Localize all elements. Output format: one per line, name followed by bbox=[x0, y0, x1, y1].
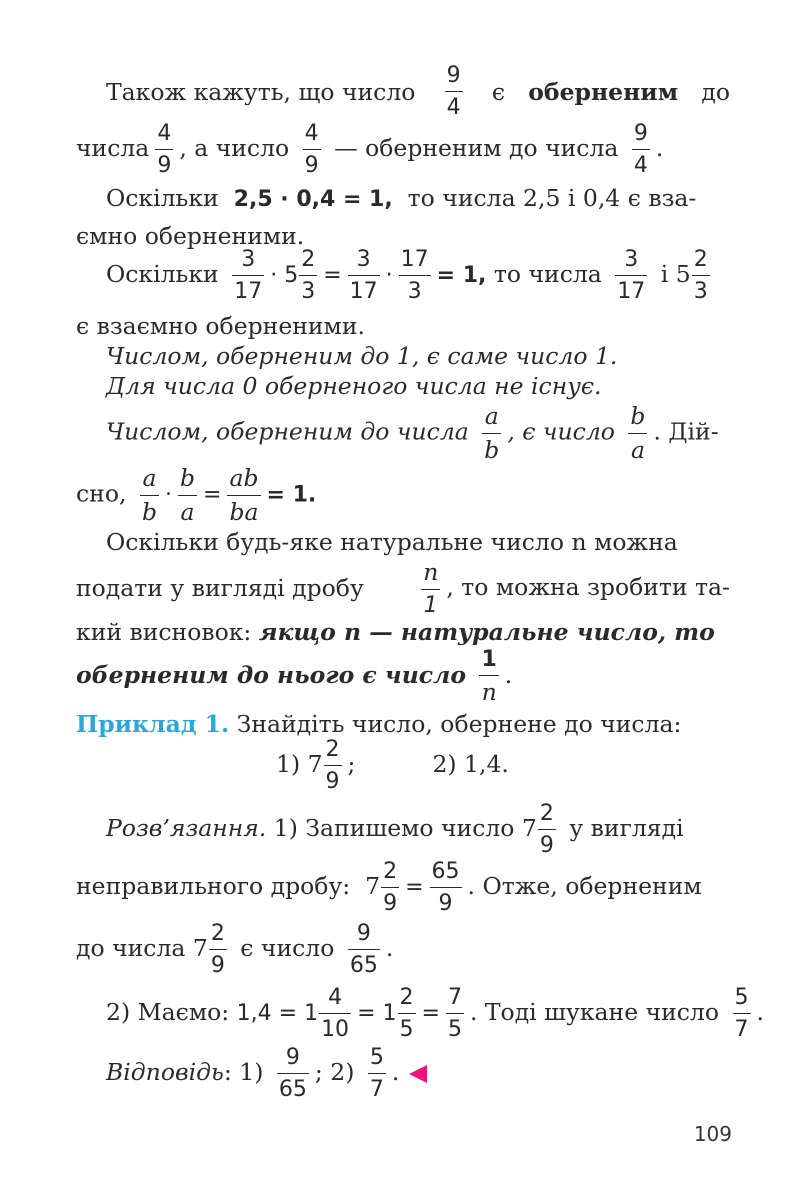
solution-line-1: Розв’язання. 1) Запишемо число 7 $\frac{2}{9}$ у вигляді bbox=[106, 801, 684, 859]
para-conclusion: кий висновок: якщо n — натуральне число, то bbox=[76, 618, 715, 646]
fraction: $\frac{3}{17}$ bbox=[349, 247, 378, 305]
para-mixed-example: Оскільки $\frac{3}{17}$ · 5 $\frac{2}{3}$ = $\frac{3}{17}$ · $\frac{17}{3}$ = 1, то числа $\frac{3}{17}$ і 5 $\frac{2}{3}$ bbox=[106, 247, 708, 305]
fraction: $\frac{a}{b}$ bbox=[484, 402, 500, 464]
fraction: $\frac{2}{9}$ bbox=[210, 921, 225, 979]
para-natural-number: Оскільки будь-яке натуральне число n можна bbox=[106, 528, 678, 556]
fraction: $\frac{1}{n}$ bbox=[481, 647, 497, 707]
fraction: $\frac{4}{9}$ bbox=[157, 121, 172, 179]
fraction: $\frac{9}{4}$ bbox=[633, 121, 648, 179]
rule-zero-no-inverse: Для числа 0 оберненого числа не існує. bbox=[106, 372, 602, 400]
fraction: $\frac{5}{7}$ bbox=[369, 1045, 384, 1103]
para-mixed-example-cont: є взаємно оберненими. bbox=[76, 312, 365, 340]
fraction: $\frac{7}{5}$ bbox=[447, 985, 462, 1043]
fraction: $\frac{3}{17}$ bbox=[234, 247, 263, 305]
para-natural-number-cont: подати у вигляді дробу $\frac{n}{1}$ , то можна зробити та- bbox=[76, 558, 730, 618]
rule-inverse-fraction-proof: сно, $\frac{a}{b}$ · $\frac{b}{a}$ = $\frac{ab}{ba}$ = 1. bbox=[76, 464, 317, 526]
fraction: $\frac{ab}{ba}$ bbox=[229, 464, 259, 526]
para-decimal-example: Оскільки 2,5 · 0,4 = 1, то числа 2,5 і 0,4 є вза- bbox=[106, 184, 697, 212]
answer-line: Відповідь: 1) $\frac{9}{65}$ ; 2) $\frac{5}{7}$ . bbox=[106, 1046, 427, 1101]
para-decimal-example-cont: ємно оберненими. bbox=[76, 222, 305, 250]
example-heading: Приклад 1. Знайдіть число, обернене до числа: bbox=[76, 710, 682, 738]
fraction: $\frac{a}{b}$ bbox=[141, 464, 157, 526]
fraction: $\frac{2}{3}$ bbox=[693, 247, 708, 305]
fraction: $\frac{b}{a}$ bbox=[630, 402, 646, 464]
fraction: $\frac{9}{65}$ bbox=[278, 1045, 307, 1103]
rule-inverse-of-one: Числом, оберненим до 1, є саме число 1. bbox=[106, 342, 618, 370]
solution-line-2: неправильного дробу: 7 $\frac{2}{9}$ = $\frac{65}{9}$ . Отже, оберненим bbox=[76, 859, 702, 917]
solution-line-3: до числа 7 $\frac{2}{9}$ є число $\frac{9}{65}$ . bbox=[76, 921, 394, 979]
solution-line-4: 2) Маємо: 1,4 = 1 $\frac{4}{10}$ = 1 $\frac{2}{5}$ = $\frac{7}{5}$ . Тоді шукане число $\frac{5}{7}$ . bbox=[106, 985, 764, 1043]
fraction: $\frac{9}{65}$ bbox=[349, 921, 378, 979]
fraction: $\frac{5}{7}$ bbox=[734, 985, 749, 1043]
fraction: $\frac{4}{10}$ bbox=[321, 985, 350, 1043]
fraction: $\frac{4}{9}$ bbox=[304, 121, 319, 179]
fraction: $\frac{2}{5}$ bbox=[399, 985, 414, 1043]
fraction: $\frac{65}{9}$ bbox=[431, 859, 460, 917]
fraction: $\frac{2}{9}$ bbox=[383, 859, 398, 917]
fraction: $\frac{9}{4}$ bbox=[446, 63, 461, 121]
example-items: 1) 7 $\frac{2}{9}$ ; 2) 1,4. bbox=[276, 737, 509, 795]
para-inverse-intro-cont: числа $\frac{4}{9}$ , а число $\frac{4}{9}$ — оберненим до числа $\frac{9}{4}$ . bbox=[76, 121, 664, 179]
fraction: $\frac{n}{1}$ bbox=[423, 558, 439, 618]
fraction: $\frac{2}{9}$ bbox=[539, 801, 554, 859]
rule-inverse-fraction: Числом, оберненим до числа $\frac{a}{b}$ , є число $\frac{b}{a}$ . Дій- bbox=[106, 402, 719, 464]
para-inverse-intro: Також кажуть, що число $\frac{9}{4}$ є оберненим до bbox=[106, 63, 730, 121]
end-of-solution-marker bbox=[409, 1065, 427, 1083]
para-conclusion-cont: оберненим до нього є число $\frac{1}{n}$ . bbox=[76, 647, 513, 707]
fraction: $\frac{2}{9}$ bbox=[325, 737, 340, 795]
fraction: $\frac{3}{17}$ bbox=[617, 247, 646, 305]
fraction: $\frac{b}{a}$ bbox=[179, 464, 196, 526]
fraction: $\frac{17}{3}$ bbox=[400, 247, 429, 305]
page-number: 109 bbox=[693, 1122, 732, 1146]
fraction: $\frac{2}{3}$ bbox=[301, 247, 316, 305]
